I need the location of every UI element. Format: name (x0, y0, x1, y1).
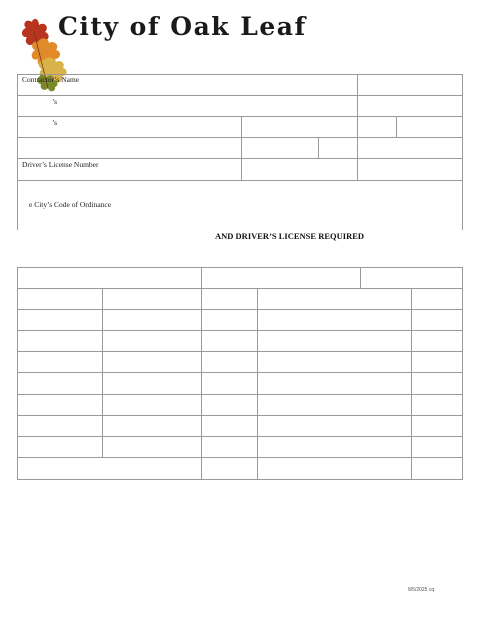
table-row-line (17, 394, 462, 395)
table-border-top (17, 267, 462, 268)
row3-label: ’s (52, 118, 58, 127)
table-col-line (257, 288, 258, 479)
form-row-line (17, 95, 462, 96)
table-row-line (17, 436, 462, 437)
table-border-left (17, 267, 18, 480)
ordinance-text: e City’s Code of Ordinance (29, 200, 112, 209)
form-col-line (241, 116, 242, 180)
drivers-license-label: Driver’s License Number (22, 160, 99, 169)
form-row-line (17, 180, 462, 181)
form-col-line (357, 74, 358, 180)
table-row-line (17, 309, 462, 310)
table-row-line (17, 372, 462, 373)
row2-label: ’s (52, 97, 58, 106)
table-row-line (17, 415, 462, 416)
form-border-right (462, 74, 463, 230)
form-border-top (17, 74, 462, 75)
table-col-line (201, 288, 202, 479)
form-col-line (318, 137, 319, 158)
form-border-left (17, 74, 18, 230)
section-heading: AND DRIVER’S LICENSE REQUIRED (215, 231, 365, 241)
contractor-name-label: Contractor’s Name (22, 75, 80, 84)
table-row-line (17, 457, 462, 458)
table-col-line (201, 267, 202, 288)
table-border-right (462, 267, 463, 480)
page-title: City of Oak Leaf (58, 12, 307, 41)
form-col-line (396, 116, 397, 137)
table-col-line (411, 288, 412, 479)
table-col-line (360, 267, 361, 288)
table-row-line (17, 330, 462, 331)
table-row-line (17, 288, 462, 289)
form-row-line (17, 137, 462, 138)
table-col-line (102, 288, 103, 457)
table-border-bottom (17, 479, 462, 480)
footer-date: 8/5/2025 cq (408, 587, 435, 593)
table-row-line (17, 351, 462, 352)
form-row-line (17, 158, 462, 159)
